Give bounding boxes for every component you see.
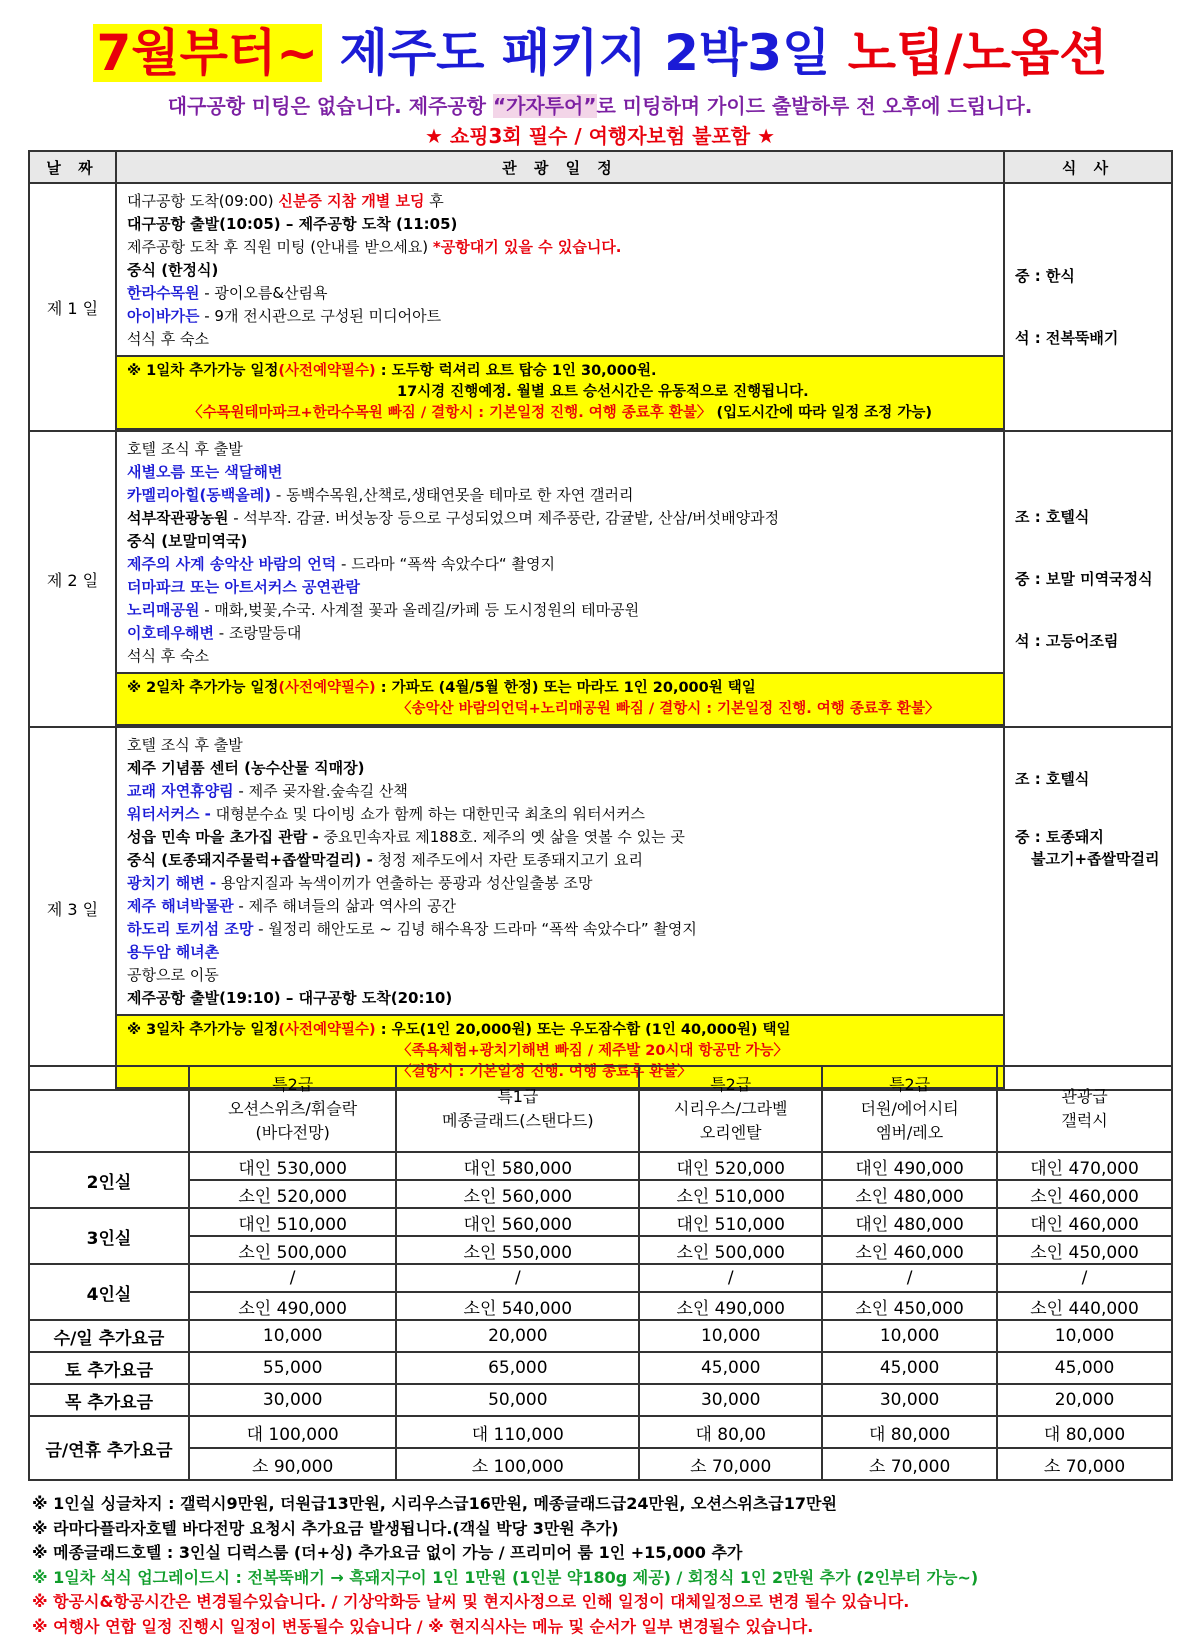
day3-meals [1004,727,1172,1090]
surcharge-label: 금/연휴 추가요금 [29,1416,189,1480]
price-cell: / [396,1264,639,1292]
text: 대구공항 도착(09:00) [127,192,279,210]
itinerary-line [127,507,993,530]
hotel-name: 메종글래드(스탠다드) [442,1111,594,1130]
extra-line [127,678,993,699]
text: 용암지질과 녹색이끼가 연출하는 풍광과 성산일출봉 조망 [216,874,593,892]
hotel-header [822,1066,997,1152]
meal-dinner: 석 : 전복뚝배기 [1015,329,1119,347]
note-flight-change: ※ 항공시&항공시간은 변경될수있습니다. / 기상악화등 날씨 및 현지사정으로 인해 일정이 대체일정으로 변경 될수 있습니다. [32,1592,910,1611]
price-table [28,1065,1173,1481]
itinerary-line: 공항으로 이동 [127,966,219,984]
text: : 가파도 (4월/5월 한정) 또는 마라도 1인 20,000원 택일 [375,680,756,696]
hotel-header [189,1066,396,1152]
text: : 도두항 럭셔리 요트 탑승 1인 30,000원. [375,363,657,379]
itinerary-line [127,282,993,305]
itinerary-line [127,553,993,576]
surcharge-row-thu [29,1384,1172,1416]
surcharge-row-fri-adult [29,1416,1172,1448]
hotel-name: 오션스위츠/휘슬락 [228,1099,358,1118]
notes-section [32,1492,1172,1639]
day2-label: 제 2 일 [29,431,116,727]
price-cell: 대인 520,000 [639,1152,822,1180]
text: ※ 3일차 추가가능 일정 [127,1022,279,1038]
extra-line [127,361,993,382]
meal-lunch: 중 : 보말 미역국정식 [1015,570,1153,588]
text-red: (사전예약필수) [278,1022,376,1038]
itinerary-line [127,484,993,507]
price-cell: 대인 510,000 [639,1208,822,1236]
place-name: 광치기 해변 - [127,874,217,892]
text-red: (사전예약필수) [278,680,376,696]
price-cell: / [822,1264,997,1292]
meeting-notice [0,90,1200,119]
day1-label: 제 1 일 [29,183,116,431]
price-cell: / [639,1264,822,1292]
price-cell: 소인 490,000 [189,1292,396,1320]
itinerary-line: 더마파크 또는 아트서커스 공연관람 [127,578,361,596]
surcharge-label: 토 추가요금 [29,1352,189,1384]
price-cell: 소인 450,000 [997,1236,1172,1264]
place-name: 노리매공원 [127,601,200,619]
price-cell: 대인 580,000 [396,1152,639,1180]
price-cell: 소인 510,000 [639,1180,822,1208]
text: 후 [424,192,444,210]
text-red: *공항대기 있을 수 있습니다. [432,238,622,256]
meeting-notice-text-after: 로 미팅하며 가이드 출발하루 전 오후에 드립니다. [596,94,1033,118]
place-name: 제주의 사계 송악산 바람의 언덕 [127,555,337,573]
hotel-name: 갤럭시 [1061,1111,1108,1130]
surcharge-cell: 45,000 [639,1352,822,1384]
header-date: 날 짜 [29,151,116,183]
meal-lunch: 중 : 토종돼지 [1015,828,1104,846]
title-tag: 노팁/노옵션 [847,24,1108,82]
meal-breakfast: 조 : 호텔식 [1015,770,1090,788]
price-cell: 소인 450,000 [822,1292,997,1320]
hotel-name-2: 오리엔탈 [699,1123,762,1142]
hotel-name: 시리우스/그라벨 [673,1099,788,1118]
price-cell: / [997,1264,1172,1292]
hotel-note: (바다전망) [255,1123,330,1142]
hotel-header [396,1066,639,1152]
extra-line: 〈결항시 : 기본일정 진행. 여행 종료후 환불〉 [397,1064,692,1080]
surcharge-cell: 대 110,000 [396,1416,639,1448]
schedule-table [28,150,1173,1091]
shopping-notice: ★ 쇼핑3회 필수 / 여행자보험 불포함 ★ [424,124,776,148]
price-row-3p-adult [29,1208,1172,1236]
price-cell: 대인 460,000 [997,1208,1172,1236]
place-name: 성읍 민속 마을 초가집 관람 - [127,828,319,846]
surcharge-cell: 30,000 [189,1384,396,1416]
text: ※ 2일차 추가가능 일정 [127,680,279,696]
text-red: (사전예약필수) [278,363,376,379]
surcharge-cell: 55,000 [189,1352,396,1384]
price-row-2p-adult [29,1152,1172,1180]
price-cell: 소인 460,000 [822,1236,997,1264]
hotel-grade: 특1급 [497,1087,539,1106]
day2-meals [1004,431,1172,727]
extra-line [127,1020,993,1041]
itinerary-line [127,190,993,213]
surcharge-cell: 10,000 [822,1320,997,1352]
note-maison-glad: ※ 메종글래드호텔 : 3인실 디럭스룸 (더+싱) 추가요금 없이 가능 / 프리미어 룸 1인 +15,000 추가 [32,1543,743,1562]
surcharge-cell: 20,000 [997,1384,1172,1416]
meeting-notice-text: 대구공항 미팅은 없습니다. 제주공항 [167,94,493,118]
itinerary-line [127,622,993,645]
surcharge-cell: 대 80,00 [639,1416,822,1448]
surcharge-cell: 소 90,000 [189,1448,396,1480]
text: - 제주 해녀들의 삶과 역사의 공간 [233,897,457,915]
price-row-2p-child [29,1180,1172,1208]
room-label: 3인실 [29,1208,189,1264]
text: 청정 제주도에서 자란 토종돼지고기 요리 [372,851,643,869]
place-name: 제주 해녀박물관 [127,897,234,915]
place-name: 카멜리아힐(동백올레) [127,486,272,504]
day3-row [29,727,1172,1090]
extra-line: 〈송악산 바람의언덕+노리매공원 빠짐 / 결항시 : 기본일정 진행. 여행 종료후 환불〉 [397,701,940,717]
header-meal: 식 사 [1004,151,1172,183]
day1-meals [1004,183,1172,431]
itinerary-line [127,895,993,918]
itinerary-line: 제주 기념품 센터 (농수산물 직매장) [127,759,365,777]
place-name: 교래 자연휴양림 [127,782,234,800]
extra-line [127,403,993,424]
price-cell: 대인 470,000 [997,1152,1172,1180]
meal-lunch-detail: 불고기+좁쌀막걸리 [1031,850,1160,868]
header-itinerary: 관 광 일 정 [116,151,1004,183]
itinerary-line: 중식 (보말미역국) [127,532,248,550]
meeting-notice-highlight: “가자투어” [492,94,597,118]
surcharge-cell: 10,000 [997,1320,1172,1352]
surcharge-cell: 소 100,000 [396,1448,639,1480]
hotel-grade: 특2급 [889,1075,931,1094]
text: 제주공항 도착 후 직원 미팅 (안내를 받으세요) [127,238,433,256]
surcharge-cell: 10,000 [189,1320,396,1352]
text: - 드라마 “폭싹 속았수다“ 촬영지 [336,555,555,573]
price-cell: 대인 560,000 [396,1208,639,1236]
itinerary-line: 제주공항 출발(19:10) – 대구공항 도착(20:10) [127,989,453,1007]
surcharge-label: 목 추가요금 [29,1384,189,1416]
price-cell: 소인 490,000 [639,1292,822,1320]
itinerary-line: 석식 후 숙소 [127,647,209,665]
day1-extra-box [117,355,1003,430]
itinerary-line: 대구공항 출발(10:05) – 제주공항 도착 (11:05) [127,215,458,233]
price-row-3p-child [29,1236,1172,1264]
extra-line: 〈족욕체험+광치기해변 빠짐 / 제주발 20시대 항공만 가능〉 [397,1043,789,1059]
price-header-empty [29,1066,189,1152]
meal-lunch: 중 : 한식 [1015,267,1075,285]
hotel-grade: 관광급 [1061,1087,1108,1106]
note-ramada: ※ 라마다플라자호텔 바다전망 요청시 추가요금 발생됩니다.(객실 박당 3만원 추가) [32,1518,619,1538]
itinerary-line: 호텔 조식 후 출발 [127,736,243,754]
surcharge-cell: 45,000 [822,1352,997,1384]
itinerary-line: 호텔 조식 후 출발 [127,440,243,458]
price-cell: 대인 490,000 [822,1152,997,1180]
price-row-4p-child [29,1292,1172,1320]
itinerary-line [127,872,993,895]
hotel-name-2: 엠버/레오 [876,1123,944,1142]
place-name: 하도리 토끼섬 조망 [127,920,254,938]
itinerary-line: 용두암 해녀촌 [127,943,220,961]
surcharge-cell: 30,000 [822,1384,997,1416]
note-schedule-change: ※ 여행사 연합 일정 진행시 일정이 변동될수 있습니다 / ※ 현지식사는 메뉴 및 순서가 일부 변경될수 있습니다. [32,1616,814,1636]
price-cell: 대인 530,000 [189,1152,396,1180]
text: : 우도(1인 20,000원) 또는 우도잠수함 (1인 40,000원) 택일 [375,1022,791,1038]
surcharge-cell: 대 80,000 [997,1416,1172,1448]
surcharge-row-fri-child [29,1448,1172,1480]
itinerary-line [127,599,993,622]
surcharge-cell: 10,000 [639,1320,822,1352]
day3-label: 제 3 일 [29,727,116,1090]
text-red: 〈수목원테마파크+한라수목원 빠짐 / 결항시 : 기본일정 진행. 여행 종료후 환불〉 [188,405,712,421]
place-name: 중식 (토종돼지주물럭+좁쌀막걸리) - [127,851,373,869]
price-cell: 대인 510,000 [189,1208,396,1236]
price-cell: 소인 480,000 [822,1180,997,1208]
surcharge-cell: 소 70,000 [639,1448,822,1480]
itinerary-line: 석식 후 숙소 [127,330,209,348]
title-main: 제주도 패키지 2박3일 [339,24,831,82]
itinerary-line: 중식 (한정식) [127,261,219,279]
itinerary-line [127,236,993,259]
day2-extra-box [117,672,1003,726]
text: - 월정리 해안도로 ~ 김녕 해수욕장 드라마 “폭싹 속았수다” 촬영지 [253,920,697,938]
itinerary-line [127,849,993,872]
title-highlight: 7월부터~ [93,24,323,82]
text: - 제주 곶자왈.숲속길 산책 [233,782,408,800]
extra-line: 17시경 진행예정. 월별 요트 승선시간은 유동적으로 진행됩니다. [397,384,809,400]
surcharge-cell: 소 70,000 [997,1448,1172,1480]
meal-dinner: 석 : 고등어조림 [1015,632,1119,650]
surcharge-row-sat [29,1352,1172,1384]
note-dinner-upgrade: ※ 1일차 석식 업그레이드시 : 전복뚝배기 → 흑돼지구이 1인 1만원 (1인분 약180g 제공) / 회정식 1인 2만원 추가 (2인부터 가능~) [32,1567,979,1587]
day3-itinerary [116,727,1004,1090]
surcharge-cell: 소 70,000 [822,1448,997,1480]
text: - 매화,벚꽃,수국. 사계절 꽃과 올레길/카페 등 도시정원의 테마공원 [199,601,640,619]
text: - 조랑말등대 [213,624,302,642]
itinerary-line [127,826,993,849]
price-cell: 소인 550,000 [396,1236,639,1264]
price-cell: 소인 560,000 [396,1180,639,1208]
place-name: 워터서커스 - [127,805,211,823]
room-label: 2인실 [29,1152,189,1208]
itinerary-line [127,780,993,803]
surcharge-row-wed [29,1320,1172,1352]
price-cell: 소인 520,000 [189,1180,396,1208]
price-cell: 소인 540,000 [396,1292,639,1320]
surcharge-cell: 20,000 [396,1320,639,1352]
surcharge-cell: 50,000 [396,1384,639,1416]
text: - 9개 전시관으로 구성된 미디어아트 [199,307,442,325]
price-cell: 소인 500,000 [189,1236,396,1264]
text: ※ 1일차 추가가능 일정 [127,363,279,379]
meal-breakfast: 조 : 호텔식 [1015,508,1090,526]
price-row-4p-adult [29,1264,1172,1292]
text: - 동백수목원,산책로,생태연못을 테마로 한 자연 갤러리 [271,486,634,504]
surcharge-cell: 대 100,000 [189,1416,396,1448]
itinerary-line [127,918,993,941]
price-cell: 소인 500,000 [639,1236,822,1264]
schedule-header-row [29,151,1172,183]
place-name: 아이바가든 [127,307,200,325]
price-cell: 대인 480,000 [822,1208,997,1236]
text: (입도시간에 따라 일정 조정 가능) [711,405,932,421]
itinerary-line [127,803,993,826]
hotel-grade: 특2급 [272,1075,314,1094]
place-name: 이호테우해변 [127,624,214,642]
room-label: 4인실 [29,1264,189,1320]
text: - 광이오름&산림욕 [199,284,328,302]
price-cell: / [189,1264,396,1292]
day2-itinerary [116,431,1004,727]
itinerary-line: 새별오름 또는 색달해변 [127,463,283,481]
text: - 석부작. 감귤. 버섯농장 등으로 구성되었으며 제주풍란, 감귤밭, 산삼/버섯배양과정 [228,509,780,527]
text: 대형분수쇼 및 다이빙 쇼가 함께 하는 대한민국 최초의 워터서커스 [210,805,646,823]
text-red: 신분증 지참 개별 보딩 [278,192,425,210]
surcharge-cell: 45,000 [997,1352,1172,1384]
text: 중요민속자료 제188호. 제주의 옛 삶을 엿볼 수 있는 곳 [318,828,685,846]
surcharge-label: 수/일 추가요금 [29,1320,189,1352]
hotel-header [997,1066,1172,1152]
hotel-name: 더원/에어시티 [860,1099,959,1118]
surcharge-cell: 65,000 [396,1352,639,1384]
itinerary-line [127,305,993,328]
note-single-charge: ※ 1인실 싱글차지 : 갤럭시9만원, 더원급13만원, 시리우스급16만원, 메종글래드급24만원, 오션스위츠급17만원 [32,1494,837,1513]
place-name: 석부작관광농원 [127,509,229,527]
hotel-header [639,1066,822,1152]
day1-row [29,183,1172,431]
surcharge-cell: 대 80,000 [822,1416,997,1448]
day2-row [29,431,1172,727]
page-title [0,18,1200,88]
price-header-row [29,1066,1172,1152]
hotel-grade: 특2급 [710,1075,752,1094]
price-cell: 소인 440,000 [997,1292,1172,1320]
price-cell: 소인 460,000 [997,1180,1172,1208]
day1-itinerary [116,183,1004,431]
place-name: 한라수목원 [127,284,200,302]
surcharge-cell: 30,000 [639,1384,822,1416]
